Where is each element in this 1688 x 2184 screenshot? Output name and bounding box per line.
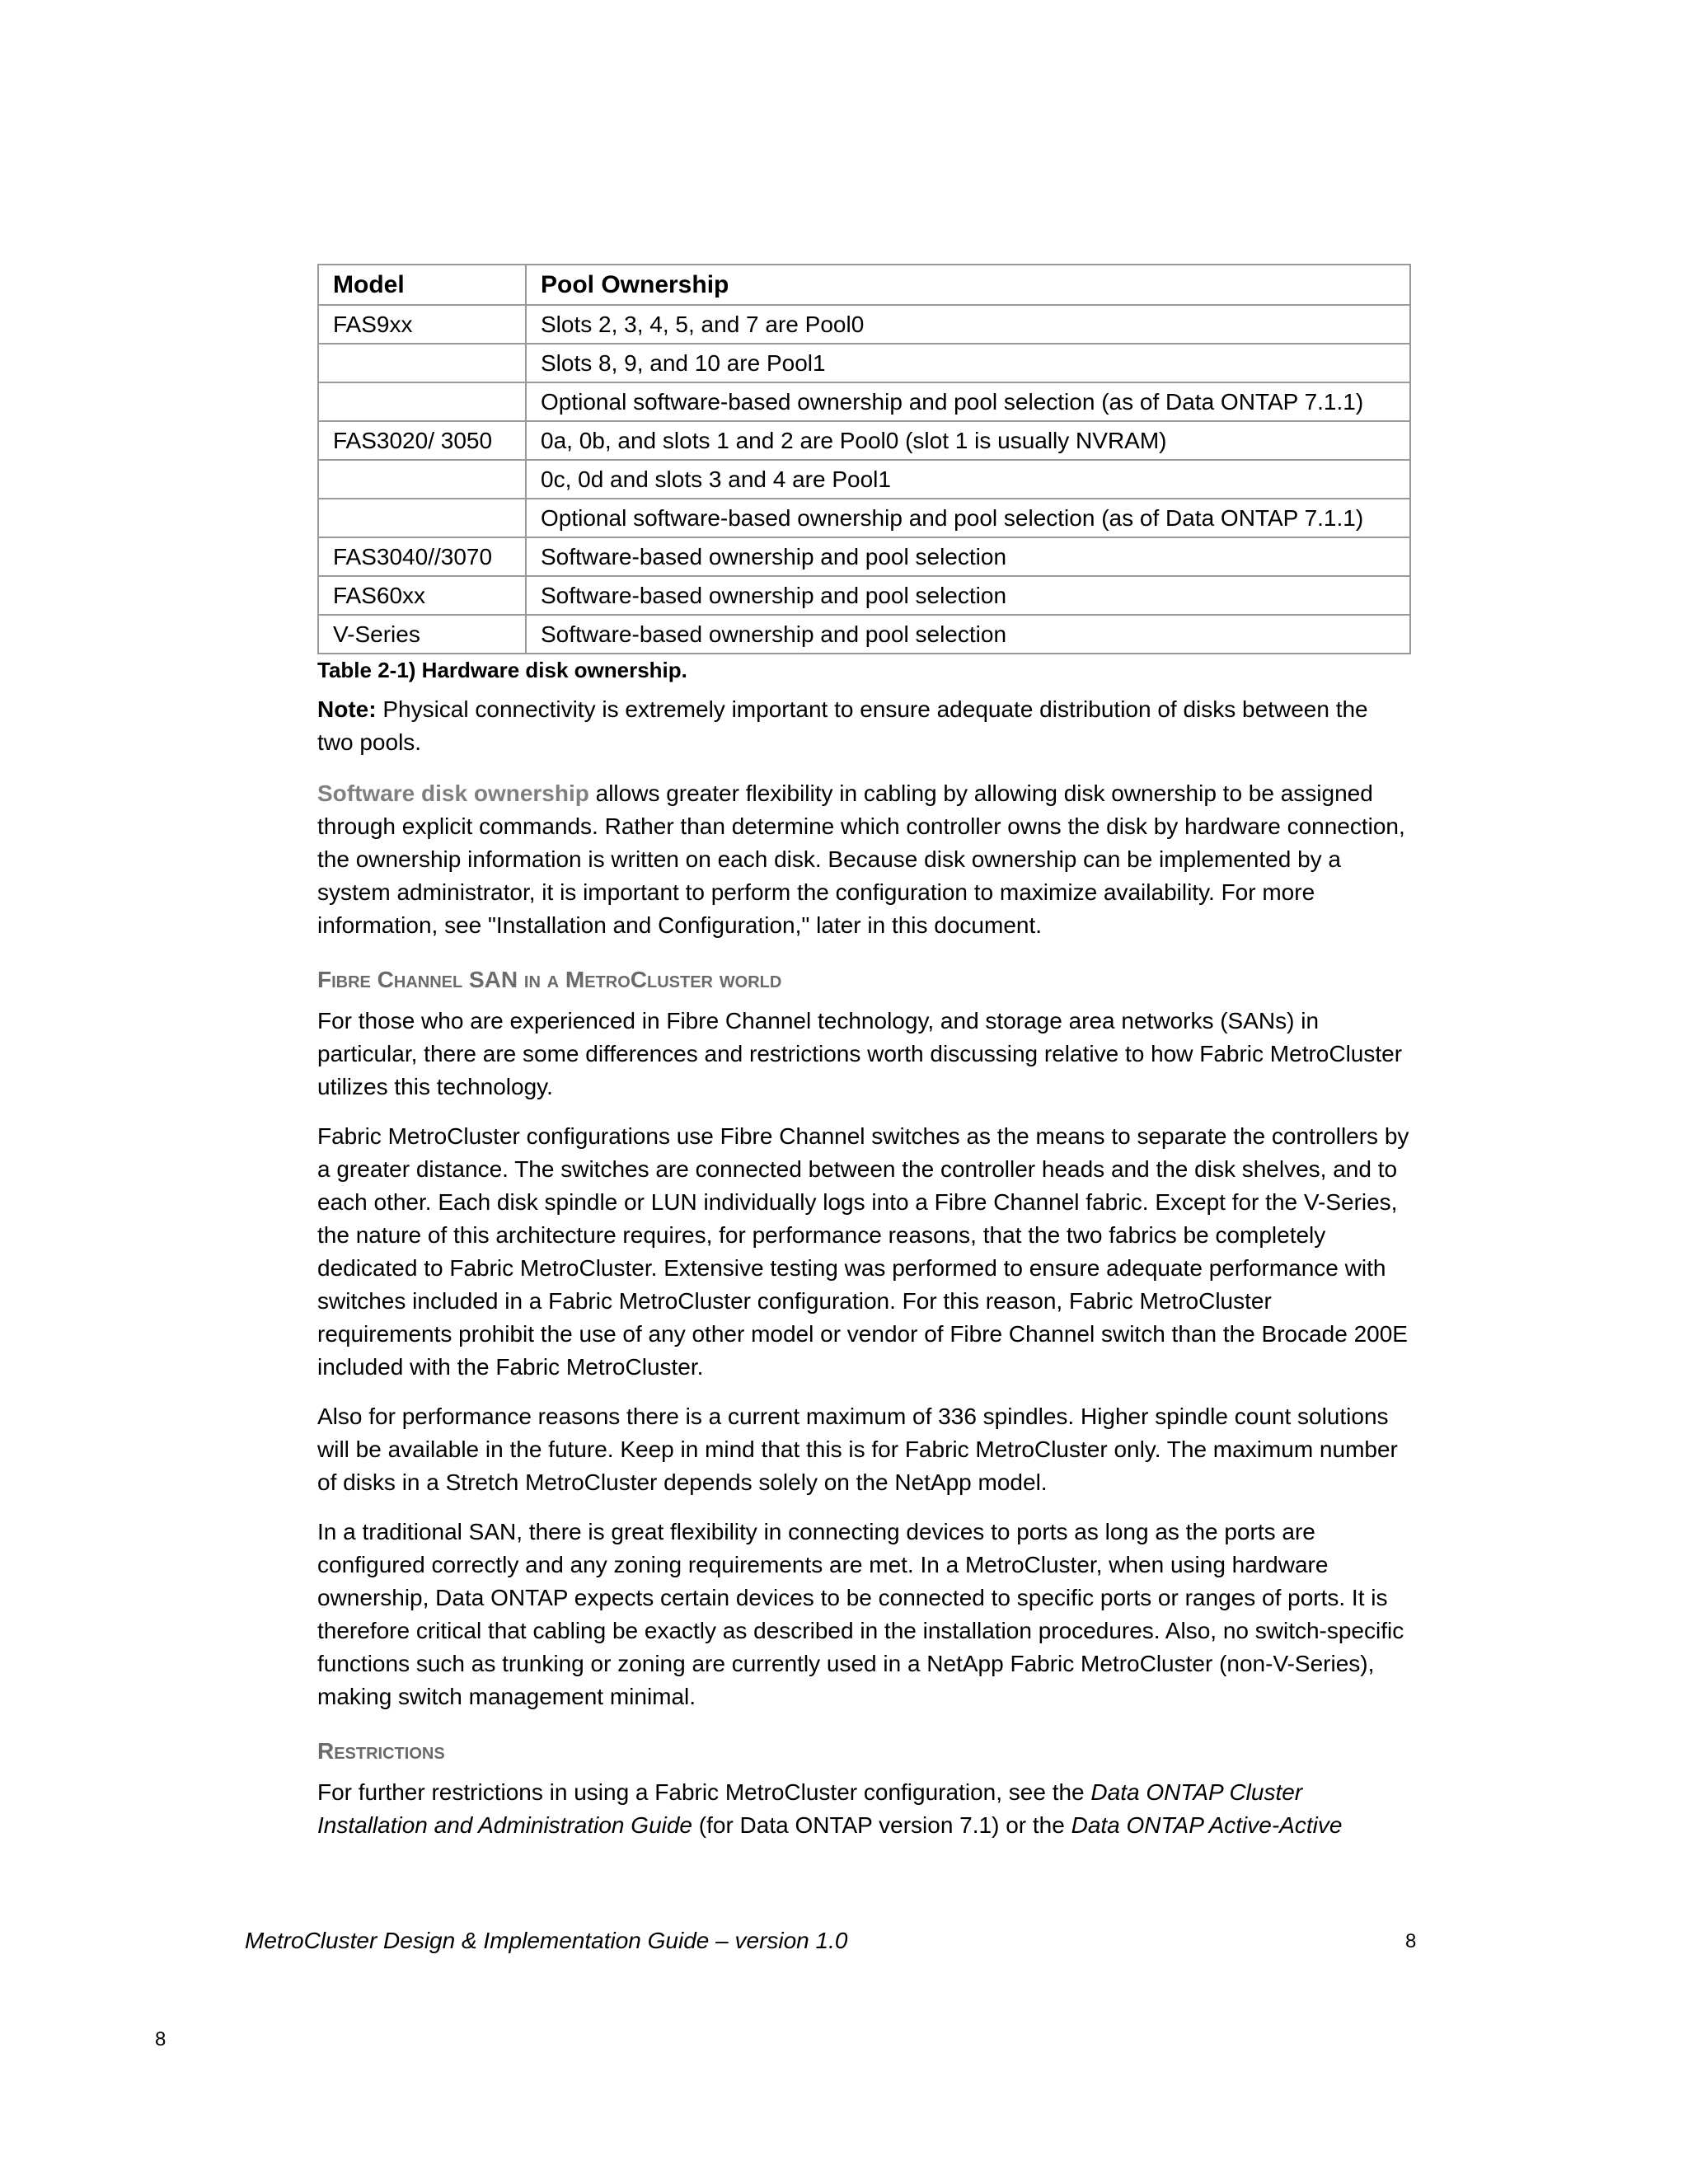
software-ownership-paragraph xyxy=(317,777,1409,942)
table-row xyxy=(318,382,1410,421)
software-ownership-text: allows greater flexibility in cabling by allowing disk ownership to be assigned through explicit commands. Rather than determine which controller owns the disk by hardware connection, the ownership information is written on each disk. Because disk ownership can be implemented by a system administrator, it is important to perform the configuration to maximize availability. For more information, see "Installation and Configuration," later in this document. xyxy=(317,780,1405,938)
table-cell-model xyxy=(318,460,526,499)
table-cell-model xyxy=(318,499,526,537)
table-cell-model: FAS9xx xyxy=(318,305,526,344)
restrictions-text: (for Data ONTAP version 7.1) or the xyxy=(692,1812,1071,1838)
table-cell-ownership: 0a, 0b, and slots 1 and 2 are Pool0 (slot 1 is usually NVRAM) xyxy=(526,421,1410,460)
table-cell-ownership: Slots 8, 9, and 10 are Pool1 xyxy=(526,344,1410,382)
table-cell-model: FAS3040//3070 xyxy=(318,537,526,576)
table-header-pool-ownership: Pool Ownership xyxy=(526,265,1410,305)
note-label: Note: xyxy=(317,696,377,722)
table-cell-ownership: Software-based ownership and pool selection xyxy=(526,615,1410,654)
table-row xyxy=(318,615,1410,654)
note-paragraph xyxy=(317,693,1409,759)
note-text: Physical connectivity is extremely important to ensure adequate distribution of disks between the two pools. xyxy=(317,696,1368,755)
restrictions-guide-title: Data ONTAP Active-Active xyxy=(1071,1812,1343,1838)
table-row xyxy=(318,460,1410,499)
table-row xyxy=(318,537,1410,576)
table-cell-ownership: 0c, 0d and slots 3 and 4 are Pool1 xyxy=(526,460,1410,499)
hardware-ownership-table xyxy=(317,264,1411,654)
body-paragraph: In a traditional SAN, there is great flexibility in connecting devices to ports as long as the ports are configured correctly and any zoning requirements are met. In a MetroCluster, when using hardware ownership, Data ONTAP expects certain devices to be connected to specific ports or ranges of ports. It is therefore critical that cabling be exactly as described in the installation procedures. Also, no switch-specific functions such as trunking or zoning are currently used in a NetApp Fabric MetroCluster (non-V-Series), making switch management minimal. xyxy=(317,1519,1404,1709)
software-ownership-term: Software disk ownership xyxy=(317,780,589,806)
body-paragraph: Also for performance reasons there is a current maximum of 336 spindles. Higher spindle count solutions will be available in the future. Keep in mind that this is for Fabric MetroCluster only. The maximum number of disks in a Stretch MetroCluster depends solely on the NetApp model. xyxy=(317,1404,1398,1495)
restrictions-text: For further restrictions in using a Fabric MetroCluster configuration, see the xyxy=(317,1779,1091,1805)
table-header-row xyxy=(318,265,1410,305)
table-row xyxy=(318,499,1410,537)
table-caption: Table 2-1) Hardware disk ownership. xyxy=(317,658,687,682)
table-row xyxy=(318,344,1410,382)
body-paragraph: For those who are experienced in Fibre Channel technology, and storage area networks (SANs) in particular, there are some differences and restrictions worth discussing relative to how Fabric MetroCluster utilizes this technology. xyxy=(317,1008,1403,1099)
body-paragraph: Fabric MetroCluster configurations use Fibre Channel switches as the means to separate the controllers by a greater distance. The switches are connected between the controller heads and the disk shelves, and to each other. Each disk spindle or LUN individually logs into a Fibre Channel fabric. Except for the V-Series, the nature of this architecture requires, for performance reasons, that the two fabrics be completely dedicated to Fabric MetroCluster. Extensive testing was performed to ensure adequate performance with switches included in a Fabric MetroCluster configuration. For this reason, Fabric MetroCluster requirements prohibit the use of any other model or vendor of Fibre Channel switch than the Brocade 200E included with the Fabric MetroCluster. xyxy=(317,1123,1409,1380)
table-cell-ownership: Optional software-based ownership and pool selection (as of Data ONTAP 7.1.1) xyxy=(526,499,1410,537)
table-cell-ownership: Software-based ownership and pool selection xyxy=(526,537,1410,576)
table-cell-model: FAS60xx xyxy=(318,576,526,615)
footer-page-number: 8 xyxy=(1405,1930,1417,1952)
section-heading-restrictions: Restrictions xyxy=(317,1738,445,1764)
bottom-page-number: 8 xyxy=(155,2028,166,2050)
document-body xyxy=(317,264,1409,1842)
table-header-model: Model xyxy=(318,265,526,305)
restrictions-paragraph xyxy=(317,1776,1409,1842)
table-cell-model: FAS3020/ 3050 xyxy=(318,421,526,460)
table-cell-model xyxy=(318,344,526,382)
table-cell-model: V-Series xyxy=(318,615,526,654)
table-cell-ownership: Optional software-based ownership and pool selection (as of Data ONTAP 7.1.1) xyxy=(526,382,1410,421)
restrictions-guide-title: Data ONTAP Cluster Installation and Administration Guide xyxy=(317,1779,1303,1838)
table-cell-model xyxy=(318,382,526,421)
table-cell-ownership: Software-based ownership and pool selection xyxy=(526,576,1410,615)
footer-document-title: MetroCluster Design & Implementation Guide – version 1.0 xyxy=(245,1928,848,1953)
table-row xyxy=(318,576,1410,615)
section-heading-fibre-channel: Fibre Channel SAN in a MetroCluster world xyxy=(317,967,782,992)
table-cell-ownership: Slots 2, 3, 4, 5, and 7 are Pool0 xyxy=(526,305,1410,344)
table-row xyxy=(318,421,1410,460)
table-row xyxy=(318,305,1410,344)
